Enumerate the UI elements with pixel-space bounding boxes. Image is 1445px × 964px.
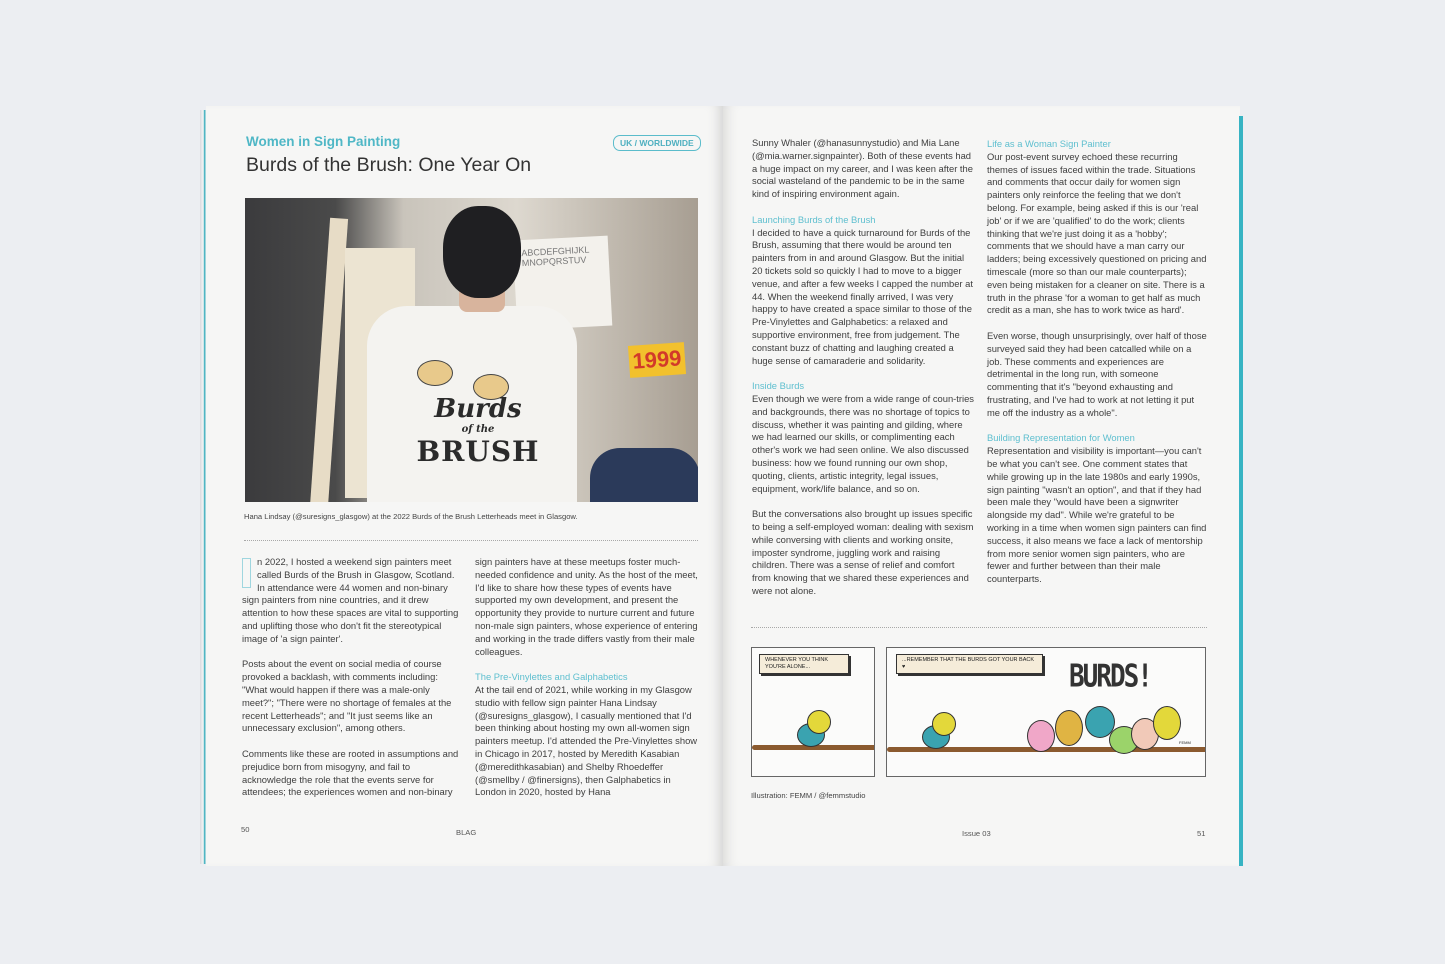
background-person [590,448,698,502]
paragraph: But the conversations also brought up issues specific to being a self-employed woman: dealing with sexism while conversing with clients and working onsite, imposter syndrome, juggling work and raising children. There was a sense of relief and comfort from knowing that we shared these experiences and were not alone. [752,508,974,596]
paragraph: At the tail end of 2021, while working in my Glasgow studio with fellow sign painter Hana Lindsay (@suresigns_glasgow), I casually mentioned that I'd been thinking about hosting my own all-women sign painters meetup. I'd attended the Pre-Vinylettes show in Chicago in 2017, hosted by Meredith Kasabian (@meredithkasabian) and Shelby Rhoedeffer (@smellby / @finersigns), then Galphabetics in London in 2020, hosted by Hana [475,683,698,798]
illustration-credit: Illustration: FEMM / @femmstudio [751,791,866,800]
artist-signature: FEMM [1179,740,1191,745]
cover-edge [1239,116,1243,866]
comic-panel-2 [886,647,1206,777]
drop-cap [242,558,251,588]
painted-sign: 1999 [628,342,686,378]
right-column-2 [987,138,1209,599]
issue-label: Issue 03 [962,829,991,838]
paragraph: I decided to have a quick turnaround for Burds of the Brush, assuming that there would be around ten painters from in and around Glasgow. But the initial 20 tickets sold so quickly I had to move to a bigger venue, and after a few weeks I capped the number at 44. When the weekend finally arrived, I was very happy to have created a space similar to those of the Pre-Vinylettes and Galphabetics: a relaxed and supportive environment, free from judgement. The constant buzz of chatting and laughing created a huge sense of camaraderie and solidarity. [752,226,973,366]
person-head [443,206,521,298]
right-column-1 [752,137,974,610]
paragraph: Posts about the event on social media of course provoked a backlash, with comments including: "What would happen if there was a male-only meet?"; "There were no shortage of females at the recent Letterheads"; and "It just seems like an unnecessary exclusion", among others. [242,658,452,734]
subheading: Inside Burds [752,380,805,392]
comic-caption: WHENEVER YOU THINK YOU'RE ALONE... [759,654,849,674]
bird-head [807,710,831,734]
bird-head [932,712,956,736]
section-kicker: Women in Sign Painting [246,134,401,149]
subheading: The Pre-Vinylettes and Galphabetics [475,671,628,683]
divider [244,540,698,541]
left-column-1 [242,556,462,812]
shirt-logo [413,394,543,468]
article-photo [245,198,698,502]
paragraph: Even worse, though unsurprisingly, over half of those surveyed said they had been catcalled while on a job. These comments and experiences are detrimental in the long run, with someone commenting that it's "beyond exhausting and frustrating, and I've had to work at not letting it put me off the industry as a whole". [987,329,1207,418]
paragraph: n 2022, I hosted a weekend sign painters meet called Burds of the Brush in Glasgow, Scotland. In attendance were 44 women and non-binary sign painters from nine countries, and it drew attention to how these spaces are vital to supporting and uplifting those who don't fit the stereotypical image of 'a sign painter'. [242,556,459,644]
paragraph: Our post-event survey echoed these recurring themes of issues faced within the trade. Situations and comments that occur daily for women sign painters only reinforce the feeling that we don't belong. For example, being asked if this is our 'real job' or if we are 'qualified' to do the work; clients thinking that we're just doing it as a 'hobby'; comments that we should have a man carry our ladders; being excessively questioned on pricing and timescale (more so than our male counterparts); even being mistaken for a cleaner on site. There is a truth in the phrase 'for a woman to get half as much credit as a man, she has to work twice as hard'. [987,150,1207,316]
subheading: Launching Burds of the Brush [752,213,876,225]
page-number: 50 [241,825,250,834]
left-column-2 [475,556,699,812]
bird [1055,710,1083,746]
bird-print [417,360,453,386]
bird [1027,720,1055,752]
shirt-logo-line: Burds [434,394,522,424]
subheading: Building Representation for Women [987,432,1135,444]
subheading: Life as a Woman Sign Painter [987,138,1111,149]
lettering-board: ABCDEFGHIJKL MNOPQRSTUV [513,236,613,331]
paragraph: Even though we were from a wide range of coun-tries and backgrounds, there was no shortage of topics to discuss, whether it was painting and gilding, where we had learned our skills, or complimenting each other's work we had seen online. We also discussed business: how we found running our own shop, quoting, clients, artistic integrity, legal issues, equipment, work/life balance, and so on. [752,392,974,494]
paragraph: Sunny Whaler (@hanasunnystudio) and Mia Lane (@mia.warner.signpainter). Both of these events had a huge impact on my career, and I was keen after the social wasteland of the pandemic to be in the same kind of inspiring environment again. [752,137,973,200]
shirt-logo-line: BRUSH [416,435,540,468]
region-tag: UK / WORLDWIDE [613,135,701,151]
divider [751,627,1207,628]
comic-exclamation: BURDS! [1069,659,1151,695]
shirt-logo-line: of the [461,424,495,435]
magazine-name: BLAG [456,828,477,837]
article-title: Burds of the Brush: One Year On [246,154,532,176]
comic-caption: ...REMEMBER THAT THE BURDS GOT YOUR BACK ♥ [896,654,1043,674]
paragraph: Representation and visibility is important—you can't be what you can't see. One comment states that while growing up in the late 1980s and early 1990s, sign painting "wasn't an option", and that if they had been male they "would have been a signwriter alongside my dad". While we're grateful to be working in a time when women sign painters can find success, it also means we face a lack of mentorship from more senior women sign painters, who are fewer and further between than their male counterparts. [987,445,1207,585]
comic-panel-1 [751,647,875,777]
paragraph: sign painters have at these meetups foster much-needed confidence and unity. As the host of the meet, I'd like to share how these types of events have supported my own development, and present the opportunity they provide to nurture current and future non-male sign painters, whose experience of entering and working in the trade differs vastly from their male colleagues. [475,556,698,657]
bird [1153,706,1181,740]
page-number: 51 [1197,829,1206,838]
easel [310,218,348,502]
photo-caption: Hana Lindsay (@suresigns_glasgow) at the 2022 Burds of the Brush Letterheads meet in Glasgow. [244,512,578,521]
paragraph: Comments like these are rooted in assumptions and prejudice born from misogyny, and fail to acknowledge the role that the events serve for attendees; the experiences women and non-binary [242,747,459,798]
